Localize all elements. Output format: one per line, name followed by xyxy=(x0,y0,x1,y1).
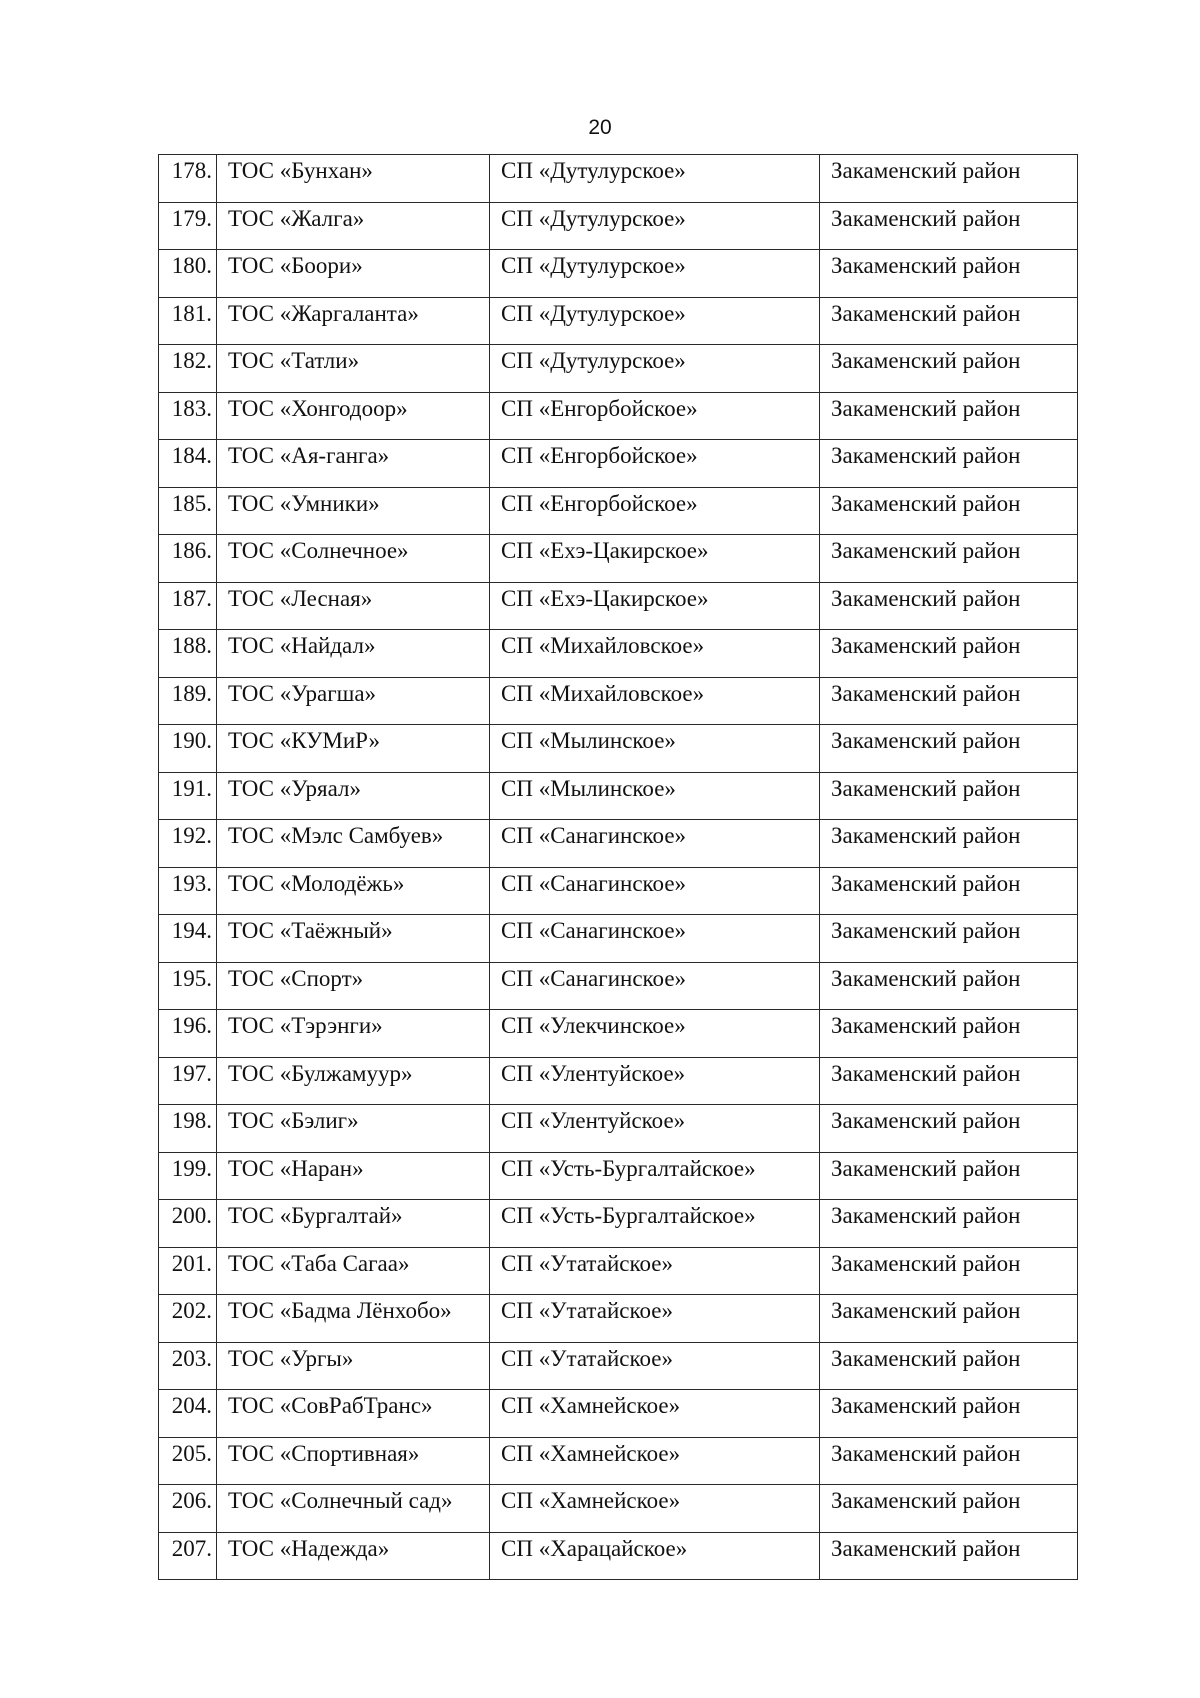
tos-name-cell-text: ТОС «Уряал» xyxy=(228,775,361,801)
row-number-cell-text: 206. xyxy=(171,1488,212,1513)
tos-name-cell xyxy=(217,772,490,820)
tos-name-cell xyxy=(217,1200,490,1248)
settlement-cell-text: СП «Дутулурское» xyxy=(501,205,686,231)
district-cell xyxy=(820,202,1078,250)
tos-name-cell-text: ТОС «Мэлс Самбуев» xyxy=(228,823,444,848)
settlement-cell-text: СП «Хамнейское» xyxy=(501,1440,681,1466)
tos-name-cell-text: ТОС «Спорт» xyxy=(228,965,364,991)
district-cell xyxy=(820,487,1078,535)
district-cell-text: Закаменский район xyxy=(831,253,1021,278)
row-number-cell-text: 192. xyxy=(171,823,212,848)
tos-name-cell xyxy=(217,962,490,1010)
district-cell xyxy=(820,1010,1078,1058)
table-row xyxy=(159,772,1078,820)
district-cell-text: Закаменский район xyxy=(831,1345,1021,1371)
tos-name-cell xyxy=(217,250,490,298)
settlement-cell-text: СП «Мылинское» xyxy=(501,728,676,753)
district-cell xyxy=(820,250,1078,298)
district-cell xyxy=(820,1485,1078,1533)
settlement-cell xyxy=(490,345,820,393)
district-cell-text: Закаменский район xyxy=(831,823,1021,848)
row-number-cell xyxy=(159,1105,217,1153)
tos-name-cell xyxy=(217,1010,490,1058)
table-row xyxy=(159,392,1078,440)
row-number-cell xyxy=(159,250,217,298)
district-cell-text: Закаменский район xyxy=(831,1488,1021,1513)
district-cell-text: Закаменский район xyxy=(831,158,1021,183)
tos-name-cell-text: ТОС «Хонгодоор» xyxy=(228,395,408,421)
row-number-cell xyxy=(159,535,217,583)
tos-name-cell-text: ТОС «Ургы» xyxy=(228,1345,354,1371)
tos-name-cell-text: ТОС «Ая-ганга» xyxy=(228,443,390,468)
settlement-cell-text: СП «Усть-Бургалтайское» xyxy=(501,1155,756,1181)
tos-name-cell xyxy=(217,677,490,725)
row-number-cell-text: 196. xyxy=(171,1013,212,1038)
table-row xyxy=(159,915,1078,963)
tos-name-cell xyxy=(217,1057,490,1105)
tos-name-cell-text: ТОС «Бунхан» xyxy=(228,158,373,183)
settlement-cell-text: СП «Утатайское» xyxy=(501,1345,673,1371)
row-number-cell xyxy=(159,1010,217,1058)
settlement-cell-text: СП «Енгорбойское» xyxy=(501,490,698,516)
tos-name-cell xyxy=(217,202,490,250)
page-number: 20 xyxy=(588,116,612,139)
settlement-cell-text: СП «Дутулурское» xyxy=(501,300,686,326)
tos-name-cell-text: ТОС «Лесная» xyxy=(228,585,373,611)
table-body xyxy=(159,155,1078,1580)
settlement-cell-text: СП «Енгорбойское» xyxy=(501,395,698,421)
tos-name-cell xyxy=(217,1390,490,1438)
row-number-cell-text: 188. xyxy=(171,633,212,658)
tos-name-cell-text: ТОС «Татли» xyxy=(228,348,360,373)
tos-name-cell xyxy=(217,297,490,345)
tos-name-cell xyxy=(217,1342,490,1390)
district-cell-text: Закаменский район xyxy=(831,1108,1021,1133)
district-cell-text: Закаменский район xyxy=(831,348,1021,373)
row-number-cell-text: 200. xyxy=(171,1203,212,1228)
tos-name-cell-text: ТОС «Найдал» xyxy=(228,633,376,658)
row-number-cell xyxy=(159,1437,217,1485)
settlement-cell-text: СП «Михайловское» xyxy=(501,633,705,658)
row-number-cell-text: 186. xyxy=(171,538,212,563)
settlement-cell xyxy=(490,867,820,915)
row-number-cell-text: 181. xyxy=(171,300,212,326)
row-number-cell xyxy=(159,630,217,678)
district-cell xyxy=(820,392,1078,440)
settlement-cell-text: СП «Улентуйское» xyxy=(501,1060,686,1086)
district-cell-text: Закаменский район xyxy=(831,205,1021,231)
row-number-cell-text: 203. xyxy=(171,1345,212,1371)
settlement-cell xyxy=(490,1390,820,1438)
settlement-cell xyxy=(490,772,820,820)
settlement-cell xyxy=(490,392,820,440)
table-row xyxy=(159,440,1078,488)
settlement-cell xyxy=(490,1437,820,1485)
table-row xyxy=(159,250,1078,298)
district-cell xyxy=(820,1342,1078,1390)
tos-name-cell-text: ТОС «Урагша» xyxy=(228,680,377,706)
settlement-cell-text: СП «Михайловское» xyxy=(501,680,705,706)
row-number-cell-text: 180. xyxy=(171,253,212,278)
tos-name-cell xyxy=(217,1105,490,1153)
district-cell-text: Закаменский район xyxy=(831,965,1021,991)
district-cell xyxy=(820,155,1078,203)
row-number-cell xyxy=(159,915,217,963)
table-row xyxy=(159,535,1078,583)
settlement-cell-text: СП «Улентуйское» xyxy=(501,1108,686,1133)
tos-name-cell xyxy=(217,915,490,963)
settlement-cell-text: СП «Дутулурское» xyxy=(501,348,686,373)
tos-name-cell-text: ТОС «Бадма Лёнхобо» xyxy=(228,1298,452,1323)
district-cell xyxy=(820,582,1078,630)
district-cell-text: Закаменский район xyxy=(831,395,1021,421)
row-number-cell xyxy=(159,1200,217,1248)
tos-name-cell xyxy=(217,1485,490,1533)
row-number-cell-text: 204. xyxy=(171,1393,212,1418)
table-row xyxy=(159,962,1078,1010)
settlement-cell-text: СП «Хамнейское» xyxy=(501,1393,681,1418)
settlement-cell xyxy=(490,915,820,963)
settlement-cell xyxy=(490,582,820,630)
settlement-cell xyxy=(490,1247,820,1295)
row-number-cell xyxy=(159,820,217,868)
row-number-cell-text: 205. xyxy=(171,1440,212,1466)
district-cell-text: Закаменский район xyxy=(831,585,1021,611)
row-number-cell xyxy=(159,867,217,915)
district-cell-text: Закаменский район xyxy=(831,775,1021,801)
table-row xyxy=(159,297,1078,345)
settlement-cell-text: СП «Хамнейское» xyxy=(501,1488,681,1513)
table-row xyxy=(159,725,1078,773)
district-cell-text: Закаменский район xyxy=(831,1203,1021,1228)
settlement-cell-text: СП «Енгорбойское» xyxy=(501,443,698,468)
table-row xyxy=(159,582,1078,630)
district-cell-text: Закаменский район xyxy=(831,680,1021,706)
district-cell xyxy=(820,535,1078,583)
settlement-cell xyxy=(490,297,820,345)
table-row xyxy=(159,820,1078,868)
row-number-cell-text: 183. xyxy=(171,395,212,421)
district-cell xyxy=(820,1105,1078,1153)
table-row xyxy=(159,1247,1078,1295)
tos-name-cell xyxy=(217,820,490,868)
tos-name-cell-text: ТОС «Надежда» xyxy=(228,1535,390,1561)
district-cell-text: Закаменский район xyxy=(831,1440,1021,1466)
tos-name-cell-text: ТОС «Умники» xyxy=(228,490,380,516)
tos-name-cell-text: ТОС «Бургалтай» xyxy=(228,1203,403,1228)
tos-name-cell-text: ТОС «Солнечное» xyxy=(228,538,409,563)
district-cell xyxy=(820,962,1078,1010)
row-number-cell-text: 184. xyxy=(171,443,212,468)
row-number-cell-text: 182. xyxy=(171,348,212,373)
row-number-cell xyxy=(159,487,217,535)
district-cell xyxy=(820,630,1078,678)
settlement-cell xyxy=(490,677,820,725)
tos-name-cell-text: ТОС «СовРабТранс» xyxy=(228,1393,433,1418)
tos-name-cell-text: ТОС «Булжамуур» xyxy=(228,1060,413,1086)
settlement-cell xyxy=(490,1200,820,1248)
district-cell-text: Закаменский район xyxy=(831,300,1021,326)
settlement-cell xyxy=(490,1105,820,1153)
table-row xyxy=(159,1390,1078,1438)
tos-name-cell-text: ТОС «Тэрэнги» xyxy=(228,1013,383,1038)
tos-name-cell xyxy=(217,582,490,630)
tos-name-cell-text: ТОС «Жаргаланта» xyxy=(228,300,419,326)
tos-name-cell xyxy=(217,630,490,678)
row-number-cell xyxy=(159,1295,217,1343)
tos-name-cell xyxy=(217,487,490,535)
district-cell-text: Закаменский район xyxy=(831,1298,1021,1323)
tos-name-cell-text: ТОС «Бэлиг» xyxy=(228,1108,359,1133)
tos-name-cell xyxy=(217,535,490,583)
district-cell-text: Закаменский район xyxy=(831,1535,1021,1561)
row-number-cell-text: 195. xyxy=(171,965,212,991)
district-cell-text: Закаменский район xyxy=(831,538,1021,563)
table-row xyxy=(159,1057,1078,1105)
tos-name-cell xyxy=(217,440,490,488)
district-cell-text: Закаменский район xyxy=(831,1060,1021,1086)
table-row xyxy=(159,1532,1078,1580)
settlement-cell-text: СП «Дутулурское» xyxy=(501,253,686,278)
tos-name-cell-text: ТОС «Таёжный» xyxy=(228,918,393,943)
settlement-cell xyxy=(490,487,820,535)
settlement-cell xyxy=(490,440,820,488)
settlement-cell-text: СП «Санагинское» xyxy=(501,870,687,896)
settlement-cell xyxy=(490,1057,820,1105)
settlement-cell-text: СП «Ехэ-Цакирское» xyxy=(501,538,709,563)
settlement-cell xyxy=(490,725,820,773)
table-row xyxy=(159,630,1078,678)
settlement-cell-text: СП «Утатайское» xyxy=(501,1298,673,1323)
settlement-cell-text: СП «Санагинское» xyxy=(501,965,687,991)
row-number-cell-text: 198. xyxy=(171,1108,212,1133)
district-cell xyxy=(820,867,1078,915)
district-cell-text: Закаменский район xyxy=(831,490,1021,516)
district-cell xyxy=(820,915,1078,963)
settlement-cell xyxy=(490,1342,820,1390)
settlement-cell-text: СП «Улекчинское» xyxy=(501,1013,686,1038)
settlement-cell xyxy=(490,820,820,868)
settlement-cell-text: СП «Харацайское» xyxy=(501,1535,688,1561)
table-row xyxy=(159,1342,1078,1390)
district-cell xyxy=(820,297,1078,345)
table-row xyxy=(159,155,1078,203)
settlement-cell xyxy=(490,202,820,250)
district-cell-text: Закаменский район xyxy=(831,1250,1021,1276)
row-number-cell xyxy=(159,1390,217,1438)
tos-name-cell xyxy=(217,155,490,203)
row-number-cell xyxy=(159,1247,217,1295)
settlement-cell-text: СП «Мылинское» xyxy=(501,775,676,801)
district-cell xyxy=(820,1532,1078,1580)
tos-name-cell-text: ТОС «Жалга» xyxy=(228,205,365,231)
table-row xyxy=(159,1200,1078,1248)
settlement-cell xyxy=(490,630,820,678)
tos-name-cell xyxy=(217,725,490,773)
row-number-cell xyxy=(159,772,217,820)
district-cell xyxy=(820,772,1078,820)
row-number-cell-text: 189. xyxy=(171,680,212,706)
row-number-cell xyxy=(159,440,217,488)
row-number-cell-text: 187. xyxy=(171,585,212,611)
row-number-cell xyxy=(159,345,217,393)
district-cell xyxy=(820,440,1078,488)
tos-name-cell xyxy=(217,1295,490,1343)
row-number-cell xyxy=(159,1152,217,1200)
tos-name-cell xyxy=(217,1152,490,1200)
district-cell xyxy=(820,820,1078,868)
district-cell-text: Закаменский район xyxy=(831,1013,1021,1038)
settlement-cell-text: СП «Усть-Бургалтайское» xyxy=(501,1203,756,1228)
tos-name-cell-text: ТОС «Боори» xyxy=(228,253,363,278)
tos-name-cell-text: ТОС «КУМиР» xyxy=(228,728,381,753)
settlement-cell-text: СП «Утатайское» xyxy=(501,1250,673,1276)
settlement-cell xyxy=(490,535,820,583)
row-number-cell xyxy=(159,1342,217,1390)
tos-name-cell xyxy=(217,345,490,393)
row-number-cell-text: 193. xyxy=(171,870,212,896)
row-number-cell xyxy=(159,297,217,345)
settlement-cell-text: СП «Дутулурское» xyxy=(501,158,686,183)
tos-name-cell-text: ТОС «Таба Сагаа» xyxy=(228,1250,410,1276)
row-number-cell xyxy=(159,155,217,203)
row-number-cell xyxy=(159,725,217,773)
row-number-cell xyxy=(159,202,217,250)
settlement-cell-text: СП «Санагинское» xyxy=(501,823,687,848)
district-cell xyxy=(820,1295,1078,1343)
district-cell-text: Закаменский район xyxy=(831,633,1021,658)
district-cell xyxy=(820,1390,1078,1438)
row-number-cell-text: 201. xyxy=(171,1250,212,1276)
row-number-cell-text: 197. xyxy=(171,1060,212,1086)
table-row xyxy=(159,677,1078,725)
district-cell xyxy=(820,345,1078,393)
table-row xyxy=(159,1437,1078,1485)
table-row xyxy=(159,1295,1078,1343)
tos-name-cell-text: ТОС «Наран» xyxy=(228,1155,364,1181)
table-row xyxy=(159,345,1078,393)
district-cell xyxy=(820,1152,1078,1200)
table-row xyxy=(159,1485,1078,1533)
row-number-cell-text: 190. xyxy=(171,728,212,753)
settlement-cell xyxy=(490,155,820,203)
tos-name-cell xyxy=(217,392,490,440)
district-cell xyxy=(820,725,1078,773)
table-row xyxy=(159,202,1078,250)
district-cell-text: Закаменский район xyxy=(831,1155,1021,1181)
district-cell xyxy=(820,1057,1078,1105)
row-number-cell-text: 202. xyxy=(171,1298,212,1323)
table-row xyxy=(159,1010,1078,1058)
tos-registry-table xyxy=(158,154,1078,1580)
row-number-cell xyxy=(159,1485,217,1533)
table-row xyxy=(159,867,1078,915)
settlement-cell xyxy=(490,1152,820,1200)
settlement-cell xyxy=(490,1295,820,1343)
row-number-cell xyxy=(159,392,217,440)
tos-name-cell xyxy=(217,1247,490,1295)
settlement-cell xyxy=(490,1010,820,1058)
district-cell xyxy=(820,677,1078,725)
table-row xyxy=(159,1152,1078,1200)
district-cell xyxy=(820,1200,1078,1248)
row-number-cell xyxy=(159,962,217,1010)
row-number-cell-text: 179. xyxy=(171,205,212,231)
row-number-cell-text: 199. xyxy=(171,1155,212,1181)
tos-name-cell xyxy=(217,867,490,915)
district-cell-text: Закаменский район xyxy=(831,728,1021,753)
row-number-cell-text: 207. xyxy=(171,1535,212,1561)
settlement-cell xyxy=(490,1485,820,1533)
district-cell xyxy=(820,1247,1078,1295)
row-number-cell xyxy=(159,677,217,725)
district-cell-text: Закаменский район xyxy=(831,870,1021,896)
settlement-cell xyxy=(490,250,820,298)
district-cell-text: Закаменский район xyxy=(831,918,1021,943)
row-number-cell xyxy=(159,582,217,630)
tos-name-cell xyxy=(217,1532,490,1580)
table-row xyxy=(159,487,1078,535)
district-cell-text: Закаменский район xyxy=(831,443,1021,468)
row-number-cell xyxy=(159,1532,217,1580)
settlement-cell xyxy=(490,962,820,1010)
row-number-cell-text: 194. xyxy=(171,918,212,943)
settlement-cell-text: СП «Ехэ-Цакирское» xyxy=(501,585,709,611)
tos-name-cell-text: ТОС «Спортивная» xyxy=(228,1440,420,1466)
tos-name-cell xyxy=(217,1437,490,1485)
row-number-cell xyxy=(159,1057,217,1105)
row-number-cell-text: 185. xyxy=(171,490,212,516)
district-cell xyxy=(820,1437,1078,1485)
settlement-cell-text: СП «Санагинское» xyxy=(501,918,687,943)
settlement-cell xyxy=(490,1532,820,1580)
row-number-cell-text: 178. xyxy=(171,158,212,183)
tos-name-cell-text: ТОС «Молодёжь» xyxy=(228,870,405,896)
row-number-cell-text: 191. xyxy=(171,775,212,801)
tos-name-cell-text: ТОС «Солнечный сад» xyxy=(228,1488,453,1513)
district-cell-text: Закаменский район xyxy=(831,1393,1021,1418)
table-row xyxy=(159,1105,1078,1153)
